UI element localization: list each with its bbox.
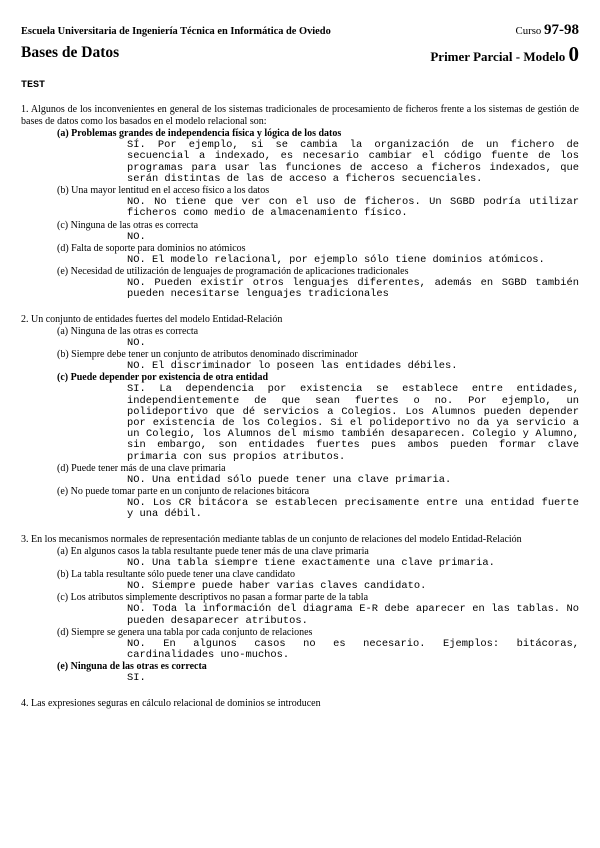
header-row-top	[21, 22, 579, 42]
option-d	[57, 243, 579, 266]
option-a	[57, 546, 579, 569]
option-label: (a) Problemas grandes de independencia física y lógica de los datos	[57, 128, 342, 140]
option-c	[57, 372, 579, 463]
option-explanation: NO. Una entidad sólo puede tener una clave primaria.	[127, 473, 452, 486]
option-explanation: NO. El discriminador lo poseen las entidades débiles.	[127, 360, 458, 373]
option-explanation: SÍ. Por ejemplo, si se cambia la organización de un fichero de secuencial a indexado, es necesario cambiar el código fuente de los programas para usar las funciones de acceso a ficheros indexados, que serán distintas de las de acceso a ficheros secuenciales.	[127, 139, 579, 185]
option-explanation: NO. Toda la información del diagrama E-R debe aparecer en las tablas. No pueden desaparecer atributos.	[127, 603, 579, 627]
option-e	[57, 661, 579, 684]
option-b	[57, 185, 579, 220]
option-label: (d) Siempre se genera una tabla por cada conjunto de relaciones	[57, 626, 313, 638]
option-c	[57, 592, 579, 627]
option-label: (e) Necesidad de utilización de lenguajes de programación de aplicaciones tradicionales	[57, 266, 409, 278]
option-label: (a) Ninguna de las otras es correcta	[57, 325, 199, 337]
option-explanation: NO. Una tabla siempre tiene exactamente una clave primaria.	[127, 556, 495, 569]
question-text: 2. Un conjunto de entidades fuertes del modelo Entidad-Relación	[21, 313, 283, 325]
option-a	[57, 326, 579, 349]
option-explanation: NO. En algunos casos no es necesario. Ejemplos: bitácoras, cardinalidades uno-muchos.	[127, 637, 579, 662]
course-label: Curso	[515, 25, 542, 37]
option-a	[57, 128, 579, 185]
question-4	[21, 698, 579, 710]
option-label: (b) La tabla resultante sólo puede tener una clave candidato	[57, 569, 295, 581]
question-1	[21, 104, 579, 301]
header-row-bottom	[21, 42, 579, 68]
option-label: (b) Una mayor lentitud en el acceso físico a los datos	[57, 185, 270, 197]
option-label: (d) Puede tener más de una clave primaria	[57, 462, 226, 474]
option-label: (c) Los atributos simplemente descriptivos no pasan a formar parte de la tabla	[57, 592, 369, 604]
option-d	[57, 463, 579, 486]
option-explanation: NO. Siempre puede haber varias claves candidato.	[127, 580, 427, 593]
option-explanation: NO. No tiene que ver con el uso de ficheros. Un SGBD podría utilizar ficheros como medio de almacenamiento físico.	[127, 196, 579, 220]
exam-title: Primer Parcial - Modelo	[430, 49, 566, 64]
questions-list	[21, 104, 579, 723]
option-explanation: NO.	[127, 336, 146, 349]
course-year: 97-98	[544, 22, 579, 38]
course-info	[516, 22, 580, 39]
option-explanation: NO.	[127, 230, 146, 243]
model-number: 0	[568, 42, 579, 66]
question-text: 3. En los mecanismos normales de representación mediante tablas de un conjunto de relaciones del modelo Entidad-Relación	[21, 533, 522, 545]
question-text: 4. Las expresiones seguras en cálculo relacional de dominios se introducen	[21, 697, 321, 709]
question-2	[21, 314, 579, 521]
option-e	[57, 266, 579, 301]
option-label: (c) Ninguna de las otras es correcta	[57, 219, 199, 231]
option-label: (a) En algunos casos la tabla resultante puede tener más de una clave primaria	[57, 545, 369, 557]
option-label: (b) Siempre debe tener un conjunto de atributos denominado discriminador	[57, 349, 358, 361]
option-explanation: NO. El modelo relacional, por ejemplo sólo tiene dominios atómicos.	[127, 253, 545, 266]
option-explanation: NO. Pueden existir otros lenguajes diferentes, además en SGBD también pueden necesitarse lenguajes tradicionales	[127, 277, 579, 301]
exam-model	[430, 42, 579, 67]
option-c	[57, 220, 579, 243]
section-title: TEST	[21, 80, 46, 91]
question-text: 1. Algunos de los inconvenientes en general de los sistemas tradicionales de procesamiento de ficheros frente a los sistemas de gestión de bases de datos como los basados en el modelo relacional son:	[21, 104, 579, 128]
option-b	[57, 569, 579, 592]
option-label: (e) Ninguna de las otras es correcta	[57, 661, 207, 673]
option-label: (e) No puede tomar parte en un conjunto de relaciones bitácora	[57, 486, 310, 498]
question-3	[21, 534, 579, 685]
option-label: (c) Puede depender por existencia de otra entidad	[57, 372, 269, 384]
option-b	[57, 349, 579, 372]
subject-title: Bases de Datos	[21, 44, 120, 61]
school-name: Escuela Universitaria de Ingeniería Técnica en Informática de Oviedo	[21, 26, 331, 37]
option-e	[57, 486, 579, 521]
option-explanation: NO. Los CR bitácora se establecen precisamente entre una entidad fuerte y una débil.	[127, 497, 579, 521]
option-explanation: SI.	[127, 672, 146, 685]
option-explanation: SI. La dependencia por existencia se establece entre entidades, independientemente de que sean fuertes o no. Por ejemplo, un polideportivo que dé servicios a Colegios. Los Alumnos pueden depender por existencia de los Colegios. Si el polideportivo no da ya servicio a un Colegio, los Alumnos del mismo también desaparecen. Colegio y Alumno, sin embargo, son entidades fuertes pues ambos pueden formar clave primaria con sus propios atributos.	[127, 383, 579, 463]
option-label: (d) Falta de soporte para dominios no atómicos	[57, 242, 246, 254]
option-d	[57, 627, 579, 662]
